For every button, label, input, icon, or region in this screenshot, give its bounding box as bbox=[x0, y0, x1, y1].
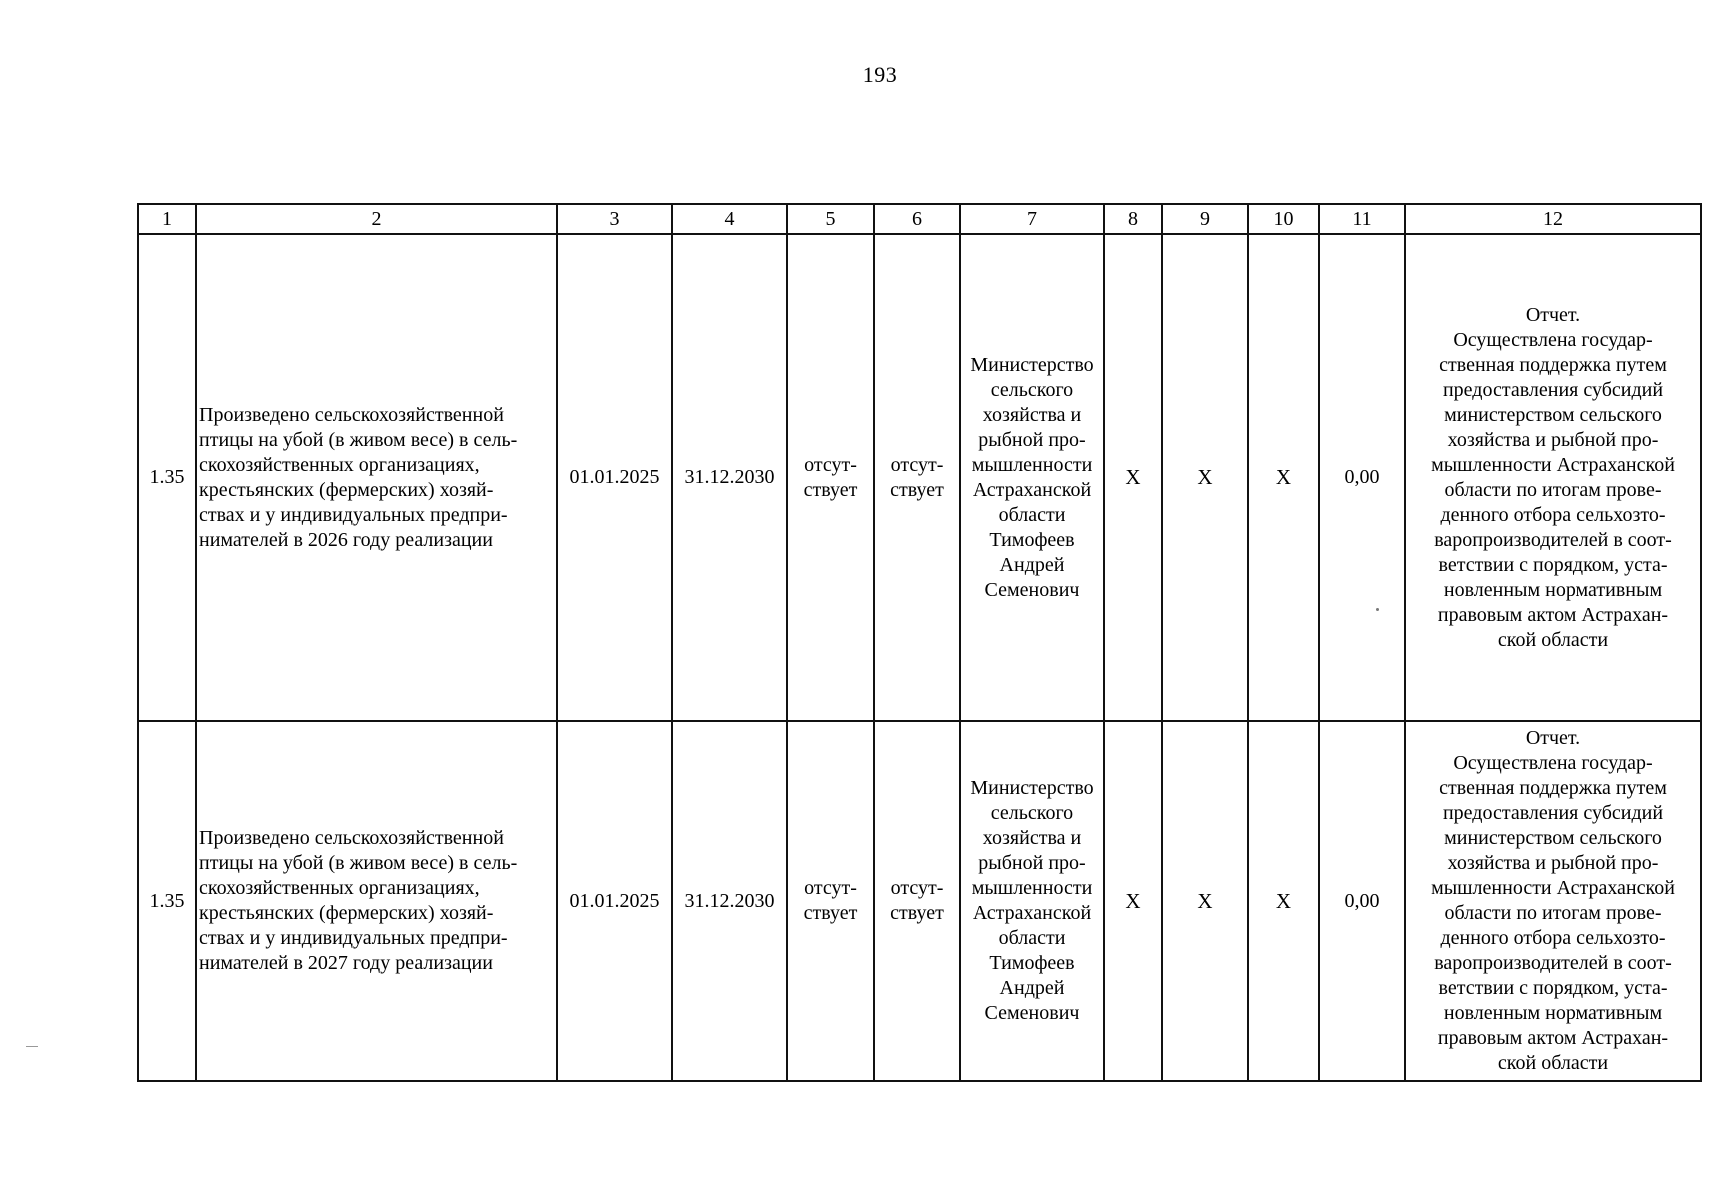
report-note bbox=[1405, 234, 1701, 721]
responsible-executor bbox=[960, 721, 1104, 1081]
column-5-text: отсут- ствует bbox=[803, 453, 858, 501]
start-date: 01.01.2025 bbox=[557, 721, 672, 1081]
report-note bbox=[1405, 721, 1701, 1081]
column-5-value bbox=[787, 234, 874, 721]
column-header-4: 4 bbox=[672, 204, 787, 234]
header-row bbox=[138, 204, 1701, 234]
end-date: 31.12.2030 bbox=[672, 721, 787, 1081]
column-header-6: 6 bbox=[874, 204, 960, 234]
column-9-value: Х bbox=[1162, 721, 1248, 1081]
column-5-value bbox=[787, 721, 874, 1081]
responsible-executor-text: Министерство сельского хозяйства и рыбной про- мышленности Астраханской области Тимофеев Андрей Семенович bbox=[970, 777, 1094, 1024]
column-header-11: 11 bbox=[1319, 204, 1405, 234]
indicator-description bbox=[196, 721, 557, 1081]
column-header-3: 3 bbox=[557, 204, 672, 234]
column-6-value bbox=[874, 234, 960, 721]
column-8-value: Х bbox=[1104, 721, 1162, 1081]
table-row bbox=[138, 234, 1701, 721]
column-6-value bbox=[874, 721, 960, 1081]
column-header-7: 7 bbox=[960, 204, 1104, 234]
column-header-5: 5 bbox=[787, 204, 874, 234]
scan-speck bbox=[1376, 608, 1379, 611]
amount-value: 0,00 bbox=[1319, 234, 1405, 721]
end-date: 31.12.2030 bbox=[672, 234, 787, 721]
column-6-text: отсут- ствует bbox=[890, 453, 944, 501]
column-6-text: отсут- ствует bbox=[890, 877, 944, 924]
column-header-9: 9 bbox=[1162, 204, 1248, 234]
table-row bbox=[138, 721, 1701, 1081]
column-header-12: 12 bbox=[1405, 204, 1701, 234]
row-number: 1.35 bbox=[138, 721, 196, 1081]
column-10-value: Х bbox=[1248, 721, 1319, 1081]
start-date: 01.01.2025 bbox=[557, 234, 672, 721]
report-note-body: Осуществлена государ- ственная поддержка путем предоставления субсидий министерством сельского хозяйства и рыбной про- мышленности Астраханской области по итогам прове- денного отбора сельхозто- варопроизводителей в соот- ветствии с порядком, уста- новленным нормативным правовым актом Астрахан- ской области bbox=[1431, 752, 1675, 1074]
column-header-10: 10 bbox=[1248, 204, 1319, 234]
column-8-value: Х bbox=[1104, 234, 1162, 721]
amount-value: 0,00 bbox=[1319, 721, 1405, 1081]
column-5-text: отсут- ствует bbox=[803, 877, 858, 924]
indicator-description-text: Произведено сельскохозяйственной птицы на убой (в живом весе) в сель- скохозяйственных организациях, крестьянских (фермерских) хозяй- ствах и у индивидуальных предпри- нимателей в 2026 году реализации bbox=[199, 403, 518, 551]
column-header-1: 1 bbox=[138, 204, 196, 234]
indicator-description bbox=[196, 234, 557, 721]
responsible-executor-text: Министерство сельского хозяйства и рыбной про- мышленности Астраханской области Тимофеев Андрей Семенович bbox=[970, 353, 1094, 601]
margin-mark bbox=[26, 1046, 38, 1047]
column-10-value: Х bbox=[1248, 234, 1319, 721]
indicator-description-text: Произведено сельскохозяйственной птицы на убой (в живом весе) в сель- скохозяйственных организациях, крестьянских (фермерских) хозяй- ствах и у индивидуальных предпри- нимателей в 2027 году реализации bbox=[199, 827, 518, 974]
page-number: 193 bbox=[862, 62, 898, 87]
column-header-8: 8 bbox=[1104, 204, 1162, 234]
report-note-title: Отчет. bbox=[1525, 727, 1581, 749]
report-note-body: Осуществлена государ- ственная поддержка путем предоставления субсидий министерством сельского хозяйства и рыбной про- мышленности Астраханской области по итогам прове- денного отбора сельхозто- варопроизводителей в соот- ветствии с порядком, уста- новленным нормативным правовым актом Астрахан- ской области bbox=[1431, 328, 1675, 651]
report-note-title: Отчет. bbox=[1525, 303, 1581, 326]
program-table bbox=[137, 203, 1702, 1082]
column-9-value: Х bbox=[1162, 234, 1248, 721]
responsible-executor bbox=[960, 234, 1104, 721]
row-number: 1.35 bbox=[138, 234, 196, 721]
column-header-2: 2 bbox=[196, 204, 557, 234]
